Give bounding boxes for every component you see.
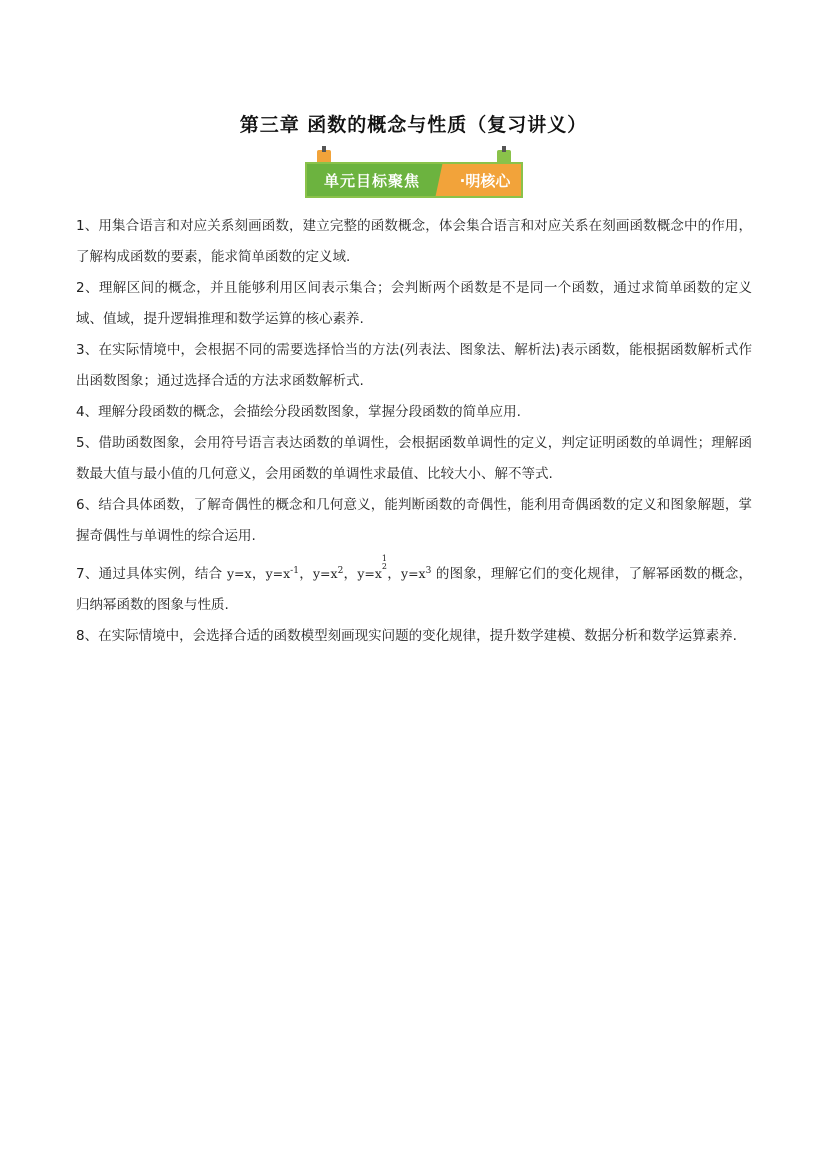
page-title: 第三章 函数的概念与性质（复习讲义） bbox=[239, 114, 588, 136]
objective-item: 6、结合具体函数，了解奇偶性的概念和几何意义，能判断函数的奇偶性，能利用奇偶函数的定义和图象解题，掌握奇偶性与单调性的综合运用. bbox=[76, 497, 752, 544]
badge-separator bbox=[437, 164, 445, 196]
formula: $y=x^{1 2}$ bbox=[357, 554, 387, 581]
objective-item: 7、通过具体实例，结合 y=x，$y=x^{-1}$，$y=x^2$，$y=x^{1 2}$，$y=x^3$ 的图象，理解它们的变化规律，了解幂函数的概念，归纳幂函数的图象与性质. bbox=[76, 554, 753, 613]
formula: $y=x^2$ bbox=[312, 565, 344, 581]
section-badge bbox=[305, 150, 523, 202]
formula: y=x bbox=[226, 566, 252, 581]
badge-box bbox=[305, 162, 523, 198]
objective-item: 8、在实际情境中，会选择合适的函数模型刻画现实问题的变化规律，提升数学建模、数据分析和数学运算素养. bbox=[76, 628, 737, 644]
objective-item: 4、理解分段函数的概念，会描绘分段函数图象，掌握分段函数的简单应用. bbox=[76, 404, 521, 420]
objectives-list bbox=[76, 211, 752, 652]
objective-item: 3、在实际情境中，会根据不同的需要选择恰当的方法(列表法、图象法、解析法)表示函数，能根据函数解析式作出函数图象；通过选择合适的方法求函数解析式. bbox=[76, 342, 752, 389]
formula: $y=x^3$ bbox=[401, 565, 432, 581]
objective-text: 的图象，理解它们的变化规律，了解幂函数的概念，归纳幂函数的图象与性质. bbox=[76, 566, 753, 613]
objective-text: 7、通过具体实例，结合 bbox=[76, 566, 223, 582]
objective-item: 1、用集合语言和对应关系刻画函数，建立完整的函数概念，体会集合语言和对应关系在刻画函数概念中的作用，了解构成函数的要素，能求简单函数的定义域. bbox=[76, 218, 752, 265]
objective-item: 2、理解区间的概念，并且能够利用区间表示集合；会判断两个函数是不是同一个函数，通过求简单函数的定义域、值域，提升逻辑推理和数学运算的核心素养. bbox=[76, 280, 752, 327]
badge-sub-label: ·明核心 bbox=[445, 164, 521, 196]
objective-item: 5、借助函数图象，会用符号语言表达函数的单调性，会根据函数单调性的定义，判定证明函数的单调性；理解函数最大值与最小值的几何意义，会用函数的单调性求最值、比较大小、解不等式. bbox=[76, 435, 752, 482]
badge-main-label: 单元目标聚焦 bbox=[307, 164, 437, 196]
formula: $y=x^{-1}$ bbox=[265, 565, 299, 581]
